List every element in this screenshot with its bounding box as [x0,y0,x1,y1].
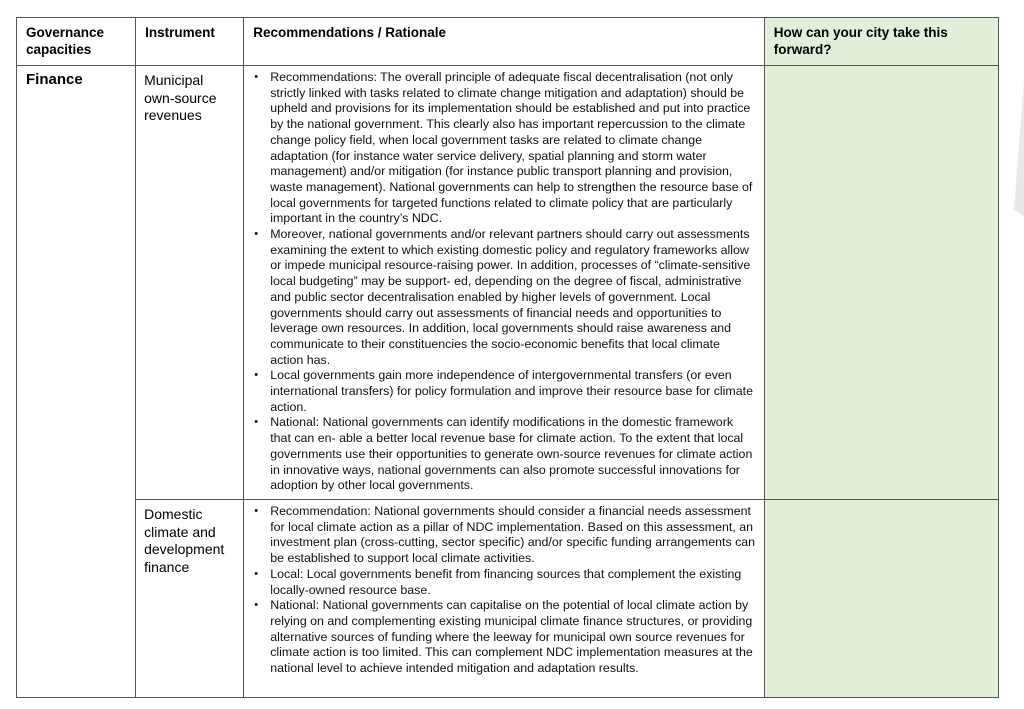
header-governance-capacities [17,18,136,66]
header-take-forward-label: How can your city take this forward? [773,25,948,57]
take-forward-cell[interactable] [764,500,998,698]
capacity-cell [17,66,136,698]
recommendations-cell [244,66,765,500]
list-item: • Local governments gain more independence of intergovernmental transfers (or even international transfers) for policy formulation and improve their resource base for climate action. [252,368,756,415]
header-governance-label: Governance capacities [26,25,105,57]
instrument-label: Domestic climate and development finance [144,506,225,575]
instrument-cell [136,66,244,500]
header-recommendations-label: Recommendations / Rationale [253,25,447,40]
recommendations-list [252,504,756,677]
list-item: • National: National governments can capitalise on the potential of local climate action by relying on and complementing existing municipal climate finance structures, or providing alternative sources of funding where the leeway for municipal own source revenues for climate action is too limited. This can complement NDC implementation measures at the national level to achieve intended mitigation and adaptation results. [252,598,756,677]
list-item: • Recommendations: The overall principle of adequate fiscal decentralisation (not only strictly linked with tasks related to climate change mitigation and adaptation) should be upheld and provisions for its implementation should be established and put into practice by the national government. This clearly also has important repercussion to the climate change policy field, when local government tasks are related to climate change adaptation (for instance water service delivery, spatial planning and storm water management) and/or mitigation (for instance public transport planning and provision, waste management). National governments can help to strengthen the resource base of local governments for targeted functions related to climate policy that are particularly important in the country’s NDC. [252,70,756,227]
header-recommendations [244,18,765,66]
instrument-cell [136,500,244,698]
table-row [17,500,999,698]
list-item: • National: National governments can identify modifications in the domestic framework that can en- able a better local revenue base for climate action. To the extent that local governments use their opportunities to generate own-source revenues for climate action in innovative ways, national governments can also promote successful innovations for adoption by other local governments. [252,415,756,494]
list-item: • Local: Local governments benefit from financing sources that complement the existing locally-owned resource base. [252,567,756,598]
instrument-label: Municipal own-source revenues [144,72,217,123]
header-take-forward [764,18,998,66]
header-row [17,18,999,66]
header-instrument-label: Instrument [145,25,215,40]
governance-table [16,17,999,698]
capacity-label: Finance [26,71,83,88]
take-forward-cell[interactable] [764,66,998,500]
recommendations-list [252,70,756,494]
list-item: • Recommendation: National governments should consider a financial needs assessment for local climate action as a pillar of NDC implementation. Based on this assessment, an investment plan (cross-cutting, sector specific) and/or specific funding arrangements can be established to support local climate activities. [252,504,756,567]
table-row [17,66,999,500]
recommendations-cell [244,500,765,698]
list-item: • Moreover, national governments and/or relevant partners should carry out assessments examining the extent to which existing domestic policy and regulatory frameworks allow or impede municipal resource-raising power. In addition, processes of “climate-sensitive local budgeting” may be support- ed, depending on the degree of fiscal, administrative and public sector decentralisation enabled by higher levels of government. Local governments should carry out assessments of financial needs and opportunities to leverage own resources. In addition, local governments should raise awareness and communicate to their constituencies the socio-economic benefits that local climate action has. [252,227,756,368]
header-instrument [136,18,244,66]
